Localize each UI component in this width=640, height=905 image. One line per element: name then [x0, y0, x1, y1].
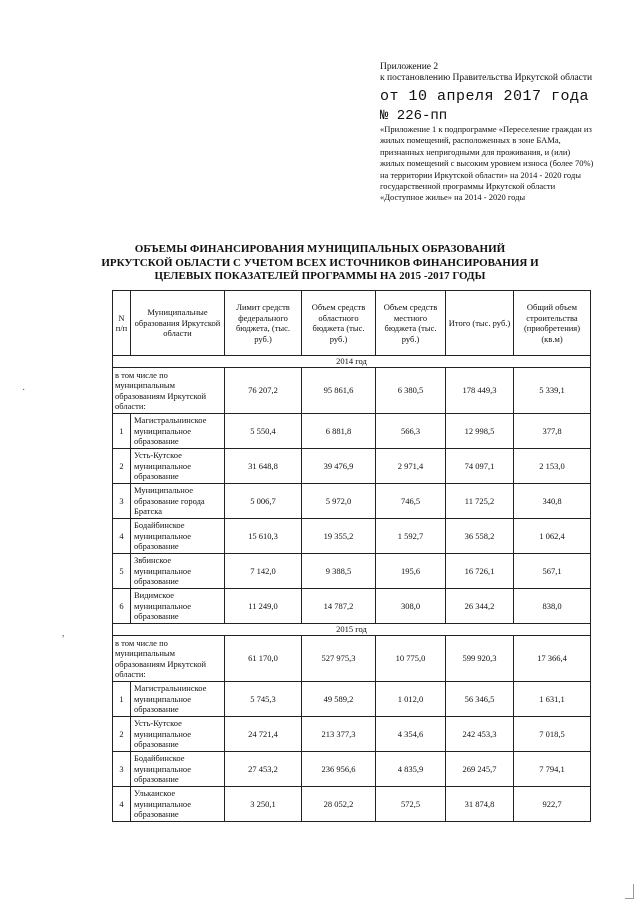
financing-table	[112, 290, 591, 822]
row-number: 4	[113, 787, 131, 822]
area-cell: 1 631,1	[514, 682, 591, 717]
column-header: Объем средств местного бюджета (тыс. руб.)	[376, 291, 446, 356]
local-cell: 2 971,4	[376, 449, 446, 484]
local-cell: 4 354,6	[376, 717, 446, 752]
local-cell: 566,3	[376, 414, 446, 449]
municipality-name: Звбинское муниципальное образование	[131, 554, 225, 589]
federal-cell: 31 648,8	[225, 449, 302, 484]
table-row	[113, 787, 591, 822]
total-row	[113, 636, 591, 682]
municipality-name: Магистральнинское муниципальное образование	[131, 682, 225, 717]
column-header: Муниципальные образования Иркутской области	[131, 291, 225, 356]
table-row	[113, 449, 591, 484]
municipality-name: Усть-Кутское муниципальное образование	[131, 449, 225, 484]
regional-cell: 95 861,6	[302, 368, 376, 414]
area-cell: 1 062,4	[514, 519, 591, 554]
page-corner-mark	[625, 884, 634, 899]
area-cell: 7 018,5	[514, 717, 591, 752]
table-header-row	[113, 291, 591, 356]
federal-cell: 15 610,3	[225, 519, 302, 554]
appendix-description: «Приложение 1 к подпрограмме «Переселение граждан из жилых помещений, расположенных в зоне БАМа, признанных непригодными для проживания, и (или) жилых помещений с высоким уровнем износа (более 70%) на территории Иркутской области» на 2014 - 2020 годы государственной программы Иркутской области «Доступное жилье» на 2014 - 2020 годы	[380, 124, 594, 203]
municipality-name: Муниципальное образование города Братска	[131, 484, 225, 519]
table-row	[113, 484, 591, 519]
local-cell: 6 380,5	[376, 368, 446, 414]
column-header: N п/п	[113, 291, 131, 356]
sum-cell: 12 998,5	[446, 414, 514, 449]
year-row	[113, 356, 591, 368]
margin-mark: ·	[22, 385, 26, 396]
regional-cell: 213 377,3	[302, 717, 376, 752]
federal-cell: 76 207,2	[225, 368, 302, 414]
area-cell: 2 153,0	[514, 449, 591, 484]
table-row	[113, 717, 591, 752]
column-header: Итого (тыс. руб.)	[446, 291, 514, 356]
margin-mark: ,	[62, 628, 65, 639]
regional-cell: 49 589,2	[302, 682, 376, 717]
row-number: 1	[113, 682, 131, 717]
federal-cell: 3 250,1	[225, 787, 302, 822]
sum-cell: 269 245,7	[446, 752, 514, 787]
municipality-name: Бодайбинское муниципальное образование	[131, 519, 225, 554]
row-number: 3	[113, 484, 131, 519]
municipality-name: Видимское муниципальное образование	[131, 589, 225, 624]
sum-cell: 74 097,1	[446, 449, 514, 484]
sum-cell: 36 558,2	[446, 519, 514, 554]
table-row	[113, 519, 591, 554]
local-cell: 308,0	[376, 589, 446, 624]
row-number: 4	[113, 519, 131, 554]
area-cell: 5 339,1	[514, 368, 591, 414]
row-number: 2	[113, 717, 131, 752]
sum-cell: 11 725,2	[446, 484, 514, 519]
total-label: в том числе по муниципальным образованиям Иркутской области:	[113, 636, 225, 682]
regional-cell: 6 881,8	[302, 414, 376, 449]
sum-cell: 16 726,1	[446, 554, 514, 589]
local-cell: 4 835,9	[376, 752, 446, 787]
year-label: 2014 год	[113, 356, 591, 368]
local-cell: 1 012,0	[376, 682, 446, 717]
table-row	[113, 414, 591, 449]
sum-cell: 26 344,2	[446, 589, 514, 624]
table-row	[113, 682, 591, 717]
regional-cell: 14 787,2	[302, 589, 376, 624]
year-row	[113, 624, 591, 636]
area-cell: 922,7	[514, 787, 591, 822]
row-number: 2	[113, 449, 131, 484]
sum-cell: 31 874,8	[446, 787, 514, 822]
regional-cell: 527 975,3	[302, 636, 376, 682]
federal-cell: 24 721,4	[225, 717, 302, 752]
local-cell: 195,6	[376, 554, 446, 589]
local-cell: 1 592,7	[376, 519, 446, 554]
federal-cell: 5 745,3	[225, 682, 302, 717]
area-cell: 7 794,1	[514, 752, 591, 787]
area-cell: 838,0	[514, 589, 591, 624]
area-cell: 17 366,4	[514, 636, 591, 682]
row-number: 5	[113, 554, 131, 589]
municipality-name: Магистральнинское муниципальное образование	[131, 414, 225, 449]
regional-cell: 9 388,5	[302, 554, 376, 589]
row-number: 6	[113, 589, 131, 624]
area-cell: 340,8	[514, 484, 591, 519]
table-row	[113, 752, 591, 787]
sum-cell: 242 453,3	[446, 717, 514, 752]
municipality-name: Усть-Кутское муниципальное образование	[131, 717, 225, 752]
appendix-label: Приложение 2	[380, 62, 439, 72]
column-header: Объем средств областного бюджета (тыс. руб.)	[302, 291, 376, 356]
resolution-reference: к постановлению Правительства Иркутской области	[380, 73, 593, 83]
municipality-name: Бодайбинское муниципальное образование	[131, 752, 225, 787]
regional-cell: 5 972,0	[302, 484, 376, 519]
resolution-number: № 226-пп	[380, 108, 448, 124]
document-title: ОБЪЕМЫ ФИНАНСИРОВАНИЯ МУНИЦИПАЛЬНЫХ ОБРАЗОВАНИЙ ИРКУТСКОЙ ОБЛАСТИ С УЧЕТОМ ВСЕХ ИСТОЧНИКОВ ФИНАНСИРОВАНИЯ И ЦЕЛЕВЫХ ПОКАЗАТЕЛЕЙ ПРОГРАММЫ НА 2015 -2017 ГОДЫ	[101, 243, 539, 282]
sum-cell: 599 920,3	[446, 636, 514, 682]
municipality-name: Улькаиское муниципальное образование	[131, 787, 225, 822]
year-label: 2015 год	[113, 624, 591, 636]
row-number: 3	[113, 752, 131, 787]
federal-cell: 7 142,0	[225, 554, 302, 589]
federal-cell: 5 550,4	[225, 414, 302, 449]
sum-cell: 178 449,3	[446, 368, 514, 414]
federal-cell: 61 170,0	[225, 636, 302, 682]
sum-cell: 56 346,5	[446, 682, 514, 717]
federal-cell: 11 249,0	[225, 589, 302, 624]
column-header: Лимит средств федерального бюджета, (тыс. руб.)	[225, 291, 302, 356]
total-row	[113, 368, 591, 414]
table-row	[113, 589, 591, 624]
local-cell: 746,5	[376, 484, 446, 519]
regional-cell: 19 355,2	[302, 519, 376, 554]
federal-cell: 27 453,2	[225, 752, 302, 787]
federal-cell: 5 006,7	[225, 484, 302, 519]
resolution-date: от 10 апреля 2017 года	[380, 88, 590, 105]
total-label: в том числе по муниципальным образованиям Иркутской области:	[113, 368, 225, 414]
area-cell: 567,1	[514, 554, 591, 589]
regional-cell: 28 052,2	[302, 787, 376, 822]
regional-cell: 39 476,9	[302, 449, 376, 484]
row-number: 1	[113, 414, 131, 449]
regional-cell: 236 956,6	[302, 752, 376, 787]
local-cell: 10 775,0	[376, 636, 446, 682]
area-cell: 377,8	[514, 414, 591, 449]
local-cell: 572,5	[376, 787, 446, 822]
column-header: Общий объем строительства (приобретения) (кв.м)	[514, 291, 591, 356]
table-row	[113, 554, 591, 589]
